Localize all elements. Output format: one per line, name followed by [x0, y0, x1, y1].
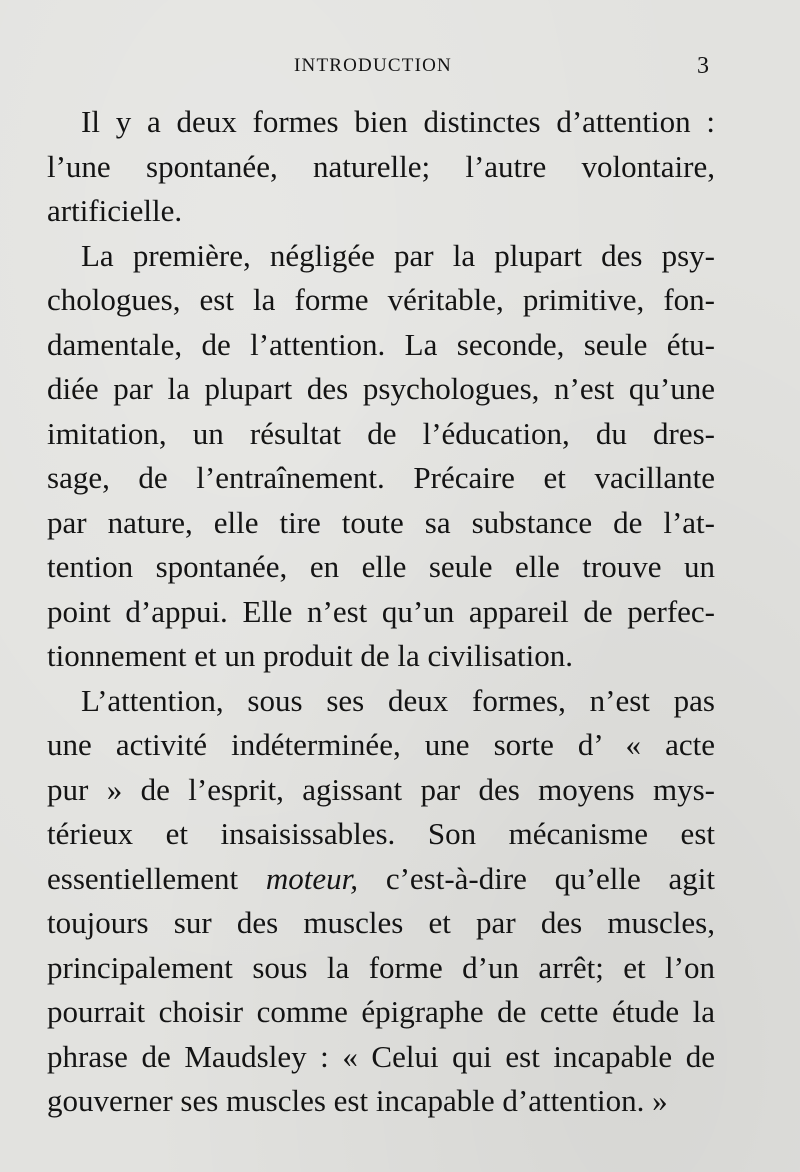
text-line: principalement sous la forme d’un arrêt; et l’on: [47, 949, 715, 985]
text-line: diée par la plupart des psychologues, n’est qu’une: [47, 371, 715, 406]
text-line: artificielle.: [47, 193, 183, 228]
text-line: toujours sur des muscles et par des muscles,: [47, 905, 715, 940]
emphasis-word: moteur,: [265, 860, 359, 896]
text-line: par nature, elle tire toute sa substance de l’at-: [47, 504, 715, 540]
text-line: tention spontanée, en elle seule elle trouve un: [47, 549, 715, 584]
text-line: phrase de Maudsley : « Celui qui est incapable de: [47, 1038, 715, 1074]
text-line: chologues, est la forme véritable, primitive, fon-: [47, 282, 715, 317]
text-line: L’attention, sous ses deux formes, n’est pas: [81, 682, 715, 718]
text-line: imitation, un résultat de l’éducation, du dres-: [47, 415, 715, 451]
text-line: damentale, de l’attention. La seconde, seule étu-: [47, 326, 715, 362]
text-line: point d’appui. Elle n’est qu’un appareil de perfec-: [47, 593, 715, 629]
text-segment: c’est-à-dire qu’elle agit: [385, 860, 716, 896]
page-number: 3: [697, 53, 709, 79]
text-line: l’une spontanée, naturelle; l’autre volontaire,: [47, 148, 715, 184]
text-line: pur » de l’esprit, agissant par des moyens mys-: [47, 771, 715, 807]
paragraph-2: [47, 234, 715, 679]
paragraph-1: [47, 100, 715, 234]
running-title: INTRODUCTION: [294, 55, 452, 76]
text-line: sage, de l’entraînement. Précaire et vacillante: [47, 460, 715, 495]
text-line: tionnement et un produit de la civilisation.: [47, 638, 574, 673]
body-text: [47, 100, 715, 1124]
paragraph-3: [47, 679, 715, 1124]
text-line: La première, négligée par la plupart des psy-: [81, 237, 715, 273]
text-line: Il y a deux formes bien distinctes d’attention :: [81, 104, 715, 139]
running-header: [0, 55, 800, 83]
text-segment: essentiellement: [47, 860, 239, 896]
text-line: térieux et insaisissables. Son mécanisme est: [47, 816, 715, 851]
text-line: pourrait choisir comme épigraphe de cette étude la: [47, 994, 715, 1029]
text-line: une activité indéterminée, une sorte d’ « acte: [47, 727, 715, 762]
text-line: gouverner ses muscles est incapable d’attention. »: [47, 1083, 668, 1118]
text-line-with-emphasis: [47, 857, 715, 902]
